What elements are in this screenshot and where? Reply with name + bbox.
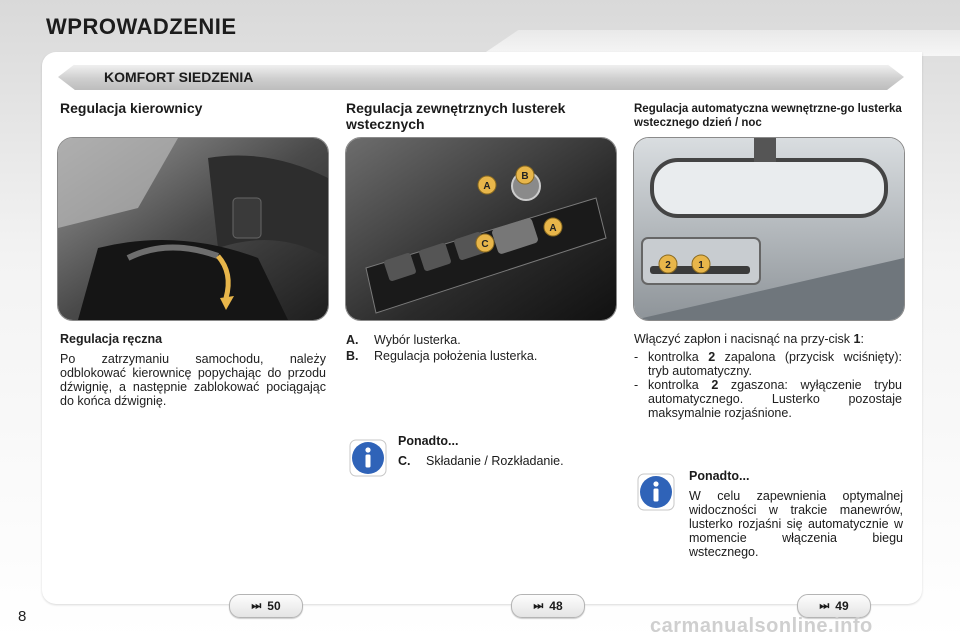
steering-lever-photo — [57, 137, 329, 321]
steering-paragraph: Po zatrzymaniu samochodu, należy odblokować kierownicę popychając do przodu dźwignię, a następnie zablokować pociągając do końca dźwignię. — [60, 352, 326, 408]
note-text: W celu zapewnienia optymalnej widoczności w trakcie manewrów, lusterko rozjaśni się automatycznie w momencie włączenia biegu wstecznego. — [689, 489, 903, 559]
manual-adjustment-subheading: Regulacja ręczna — [60, 332, 163, 346]
dash: - — [634, 350, 639, 364]
mirror-note — [398, 434, 618, 468]
intro-button-number: 1 — [853, 332, 861, 346]
interior-mirror-heading: Regulacja automatyczna wewnętrzne-go lusterka wstecznego dzień / noc — [634, 103, 902, 129]
mirror-items — [346, 333, 616, 365]
page-title: WPROWADZENIE — [46, 14, 237, 39]
item-key: B. — [346, 349, 359, 363]
steering-text — [60, 332, 326, 408]
item-post: zapalona (przycisk wciśnięty): tryb automatyczny. — [648, 350, 902, 378]
list-item — [346, 349, 616, 363]
watermark: carmanualsonline.info — [650, 615, 873, 637]
item-pre: kontrolka — [648, 378, 699, 392]
intro-end: : — [860, 332, 864, 346]
ref-number: 48 — [549, 599, 563, 613]
page-ref-50[interactable] — [229, 594, 303, 618]
item-post: zgaszona: wyłączenie trybu automatycznego. Lusterko pozostaje maksymalnie rozjaśnione. — [648, 378, 903, 420]
intro-text: Włączyć zapłon i nacisnąć na przy-cisk — [634, 332, 851, 346]
item-text: Składanie / Rozkładanie. — [426, 454, 564, 468]
interior-mirror-note — [689, 469, 903, 559]
skip-arrow-icon: ⏭ — [819, 599, 830, 612]
item-text: Wybór lusterka. — [374, 333, 461, 347]
info-icon — [637, 473, 675, 511]
note-title: Ponadto... — [398, 434, 459, 448]
skip-arrow-icon: ⏭ — [251, 599, 262, 612]
intro-paragraph — [634, 332, 902, 346]
dash: - — [634, 378, 639, 392]
callout-c: C — [481, 239, 489, 250]
callout-b: B — [521, 171, 529, 182]
callout-a-left: A — [483, 181, 491, 192]
item-text: Regulacja położenia lusterka. — [374, 349, 538, 363]
ref-number: 50 — [267, 599, 281, 613]
exterior-mirrors-heading: Regulacja zewnętrznych lusterek wstecznych — [346, 100, 566, 132]
steering-heading: Regulacja kierownicy — [60, 100, 203, 116]
list-item — [346, 333, 616, 347]
note-title: Ponadto... — [689, 469, 750, 483]
rearview-callouts — [633, 137, 903, 319]
list-item — [634, 378, 902, 420]
item-key: C. — [398, 454, 411, 468]
callout-1: 1 — [698, 260, 704, 271]
list-item — [634, 350, 902, 378]
item-key: A. — [346, 333, 359, 347]
item-bold: 2 — [708, 350, 716, 364]
callout-a-right: A — [549, 223, 557, 234]
page-number: 8 — [18, 608, 27, 625]
info-icon — [349, 439, 387, 477]
section-title: KOMFORT SIEDZENIA — [104, 69, 254, 85]
mirror-callouts — [345, 137, 615, 319]
ref-number: 49 — [835, 599, 849, 613]
list-item — [398, 454, 618, 468]
skip-arrow-icon: ⏭ — [533, 599, 544, 612]
item-pre: kontrolka — [648, 350, 699, 364]
item-bold: 2 — [711, 378, 719, 392]
interior-mirror-text — [634, 332, 902, 420]
page-ref-48[interactable] — [511, 594, 585, 618]
callout-2: 2 — [665, 260, 671, 271]
